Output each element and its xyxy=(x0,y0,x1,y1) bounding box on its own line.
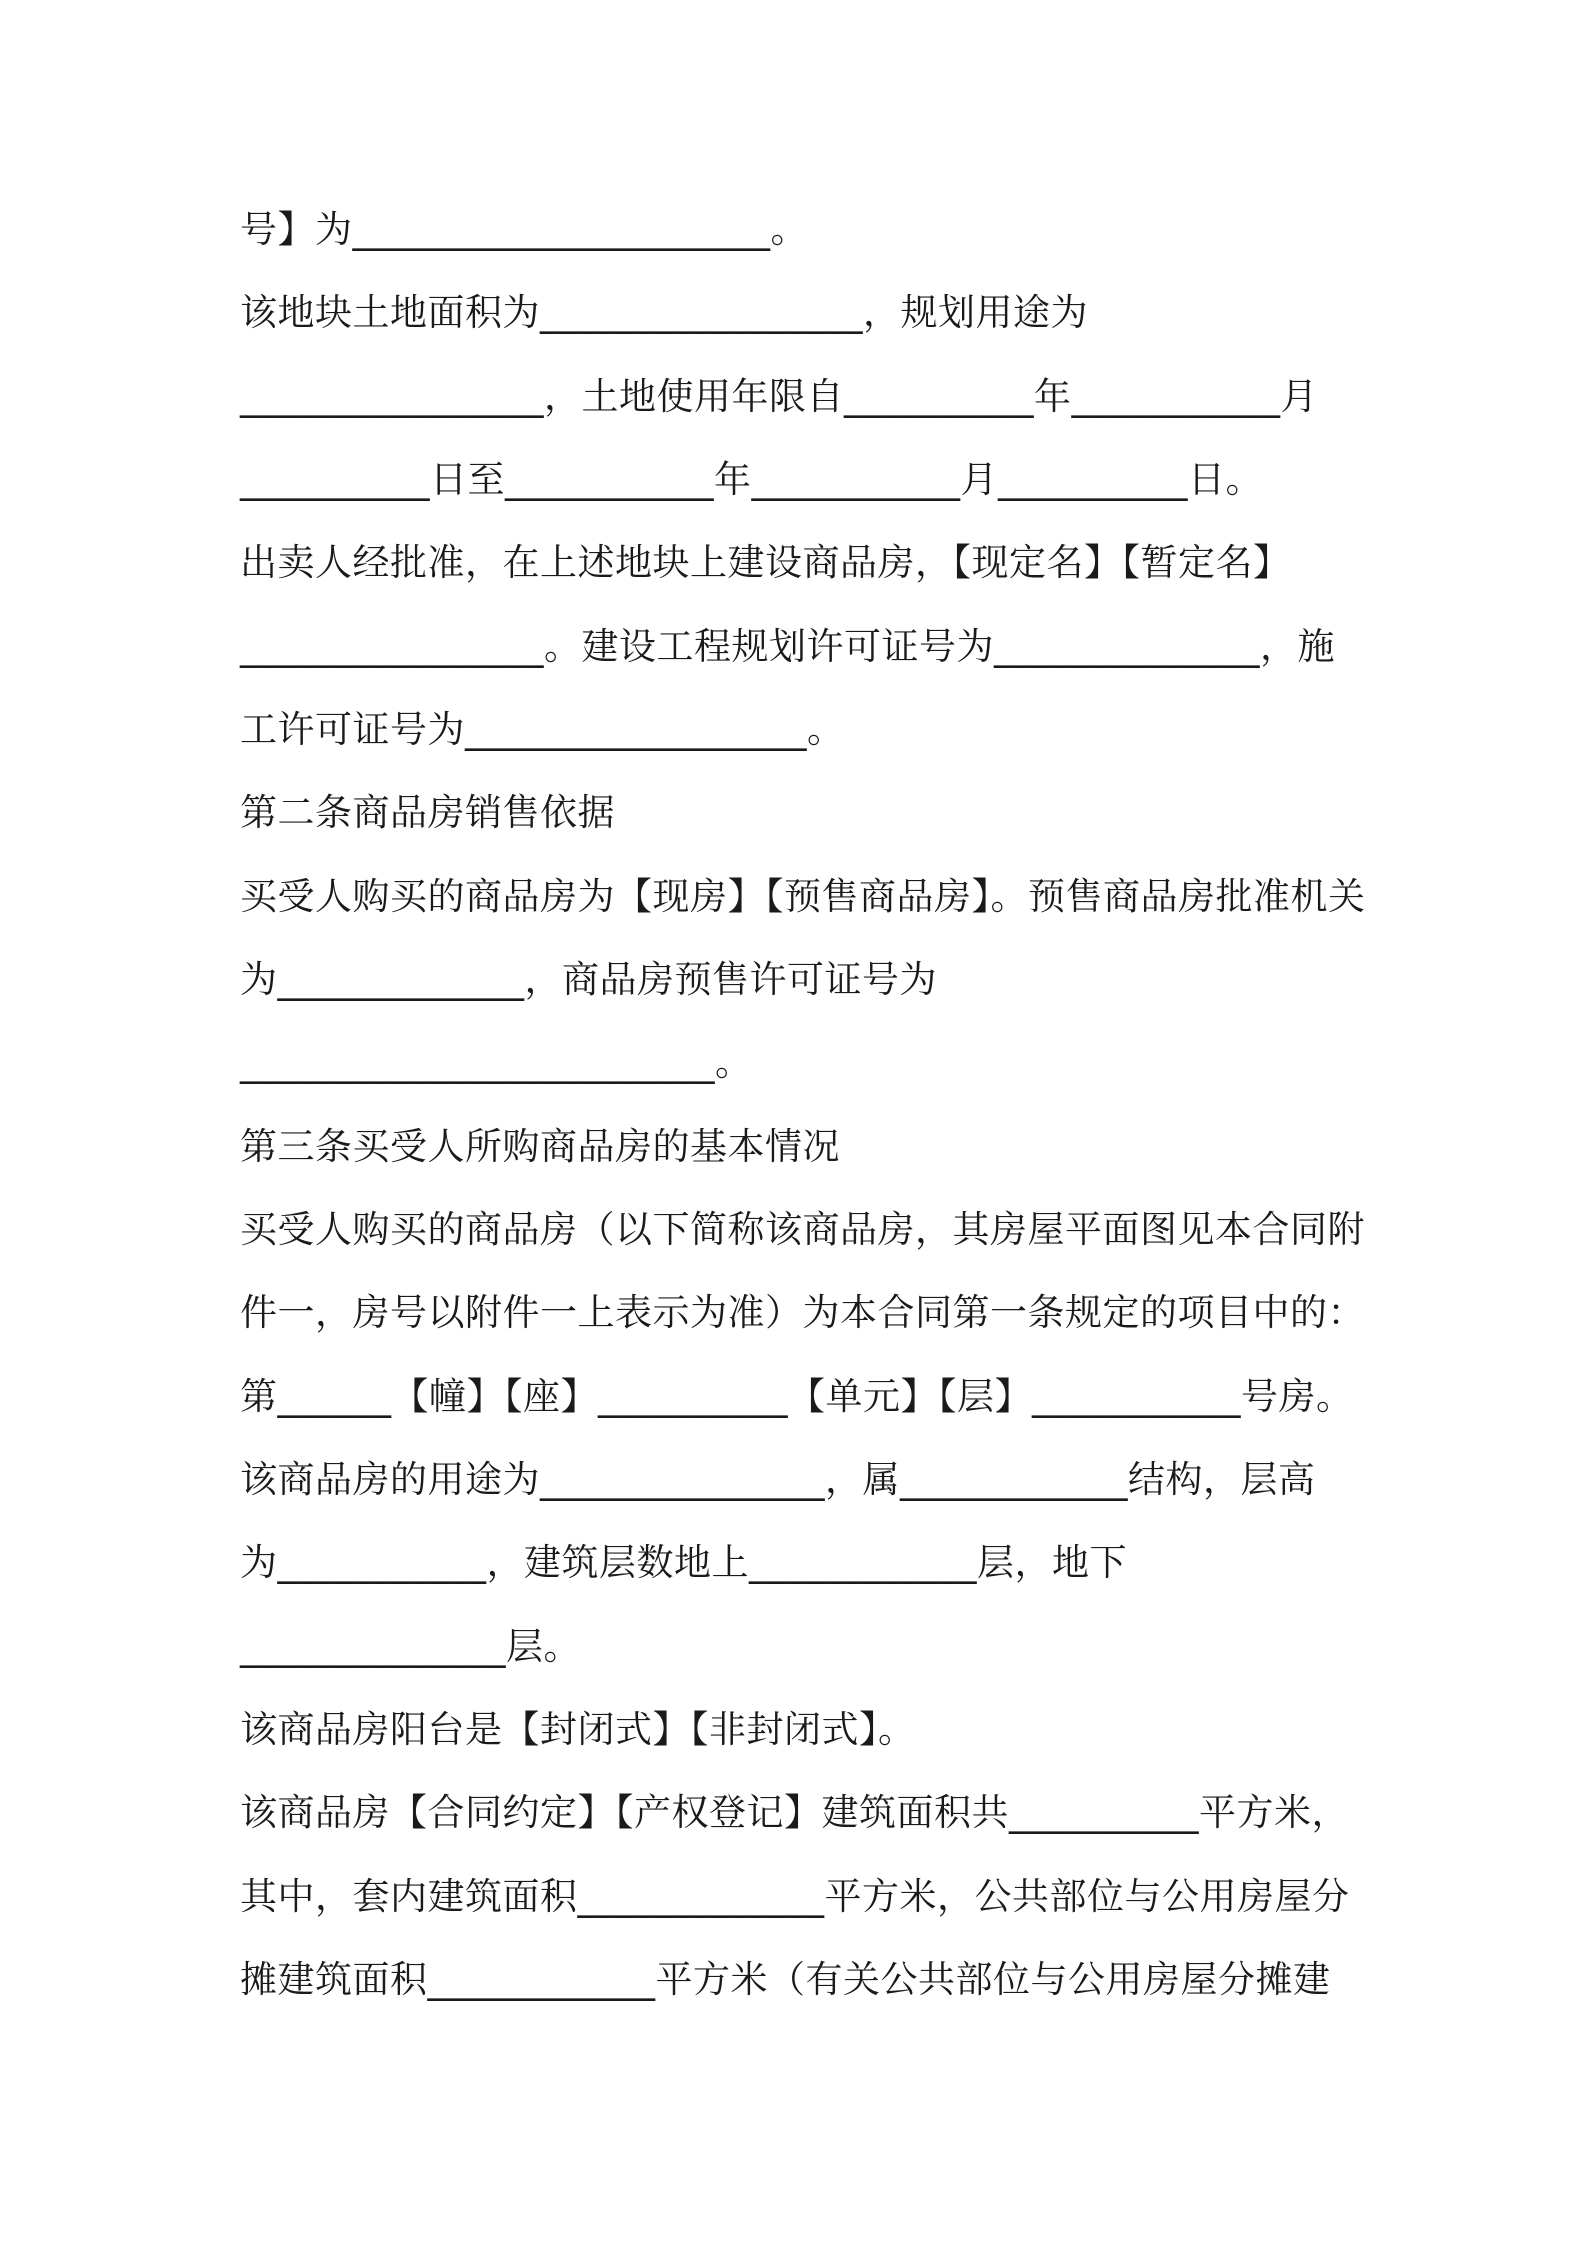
text-line: 件一，房号以附件一上表示为准）为本合同第一条规定的项目中的： xyxy=(240,1291,1365,1334)
text-line: 买受人购买的商品房为【现房】【预售商品房】。预售商品房批准机关 xyxy=(240,875,1366,918)
text-line: 该商品房的用途为_______________，属____________结构，层高 xyxy=(240,1458,1316,1501)
text-line: 该商品房阳台是【封闭式】【非封闭式】。 xyxy=(240,1708,916,1751)
text-line: 买受人购买的商品房（以下简称该商品房，其房屋平面图见本合同附 xyxy=(240,1208,1365,1251)
text-line: _________________________。 xyxy=(240,1041,753,1084)
text-line: 号】为______________________。 xyxy=(240,208,808,251)
text-line: 其中，套内建筑面积_____________平方米，公共部位与公用房屋分 xyxy=(240,1875,1350,1918)
text-line: ________________，土地使用年限自__________年___________月 xyxy=(240,375,1318,418)
text-line: 摊建筑面积____________平方米（有关公共部位与公用房屋分摊建 xyxy=(240,1958,1331,2001)
text-line: 第______【幢】【座】__________【单元】【层】___________号房。 xyxy=(240,1375,1354,1418)
text-line: 该商品房【合同约定】【产权登记】建筑面积共__________平方米， xyxy=(240,1791,1349,1834)
text-line: __________日至___________年___________月__________日。 xyxy=(240,458,1263,501)
text-line: 出卖人经批准，在上述地块上建设商品房，【现定名】【暂定名】 xyxy=(240,541,1291,584)
text-line: 工许可证号为__________________。 xyxy=(240,708,845,751)
section-heading: 第三条买受人所购商品房的基本情况 xyxy=(240,1125,840,1168)
text-line: ______________层。 xyxy=(240,1625,581,1668)
section-heading: 第二条商品房销售依据 xyxy=(240,791,615,834)
text-line: 为_____________，商品房预售许可证号为 xyxy=(240,958,937,1001)
text-line: ________________。建设工程规划许可证号为______________，施 xyxy=(240,625,1335,668)
text-line: 该地块土地面积为_________________，规划用途为 xyxy=(240,291,1088,334)
text-line: 为___________，建筑层数地上____________层，地下 xyxy=(240,1541,1127,1584)
